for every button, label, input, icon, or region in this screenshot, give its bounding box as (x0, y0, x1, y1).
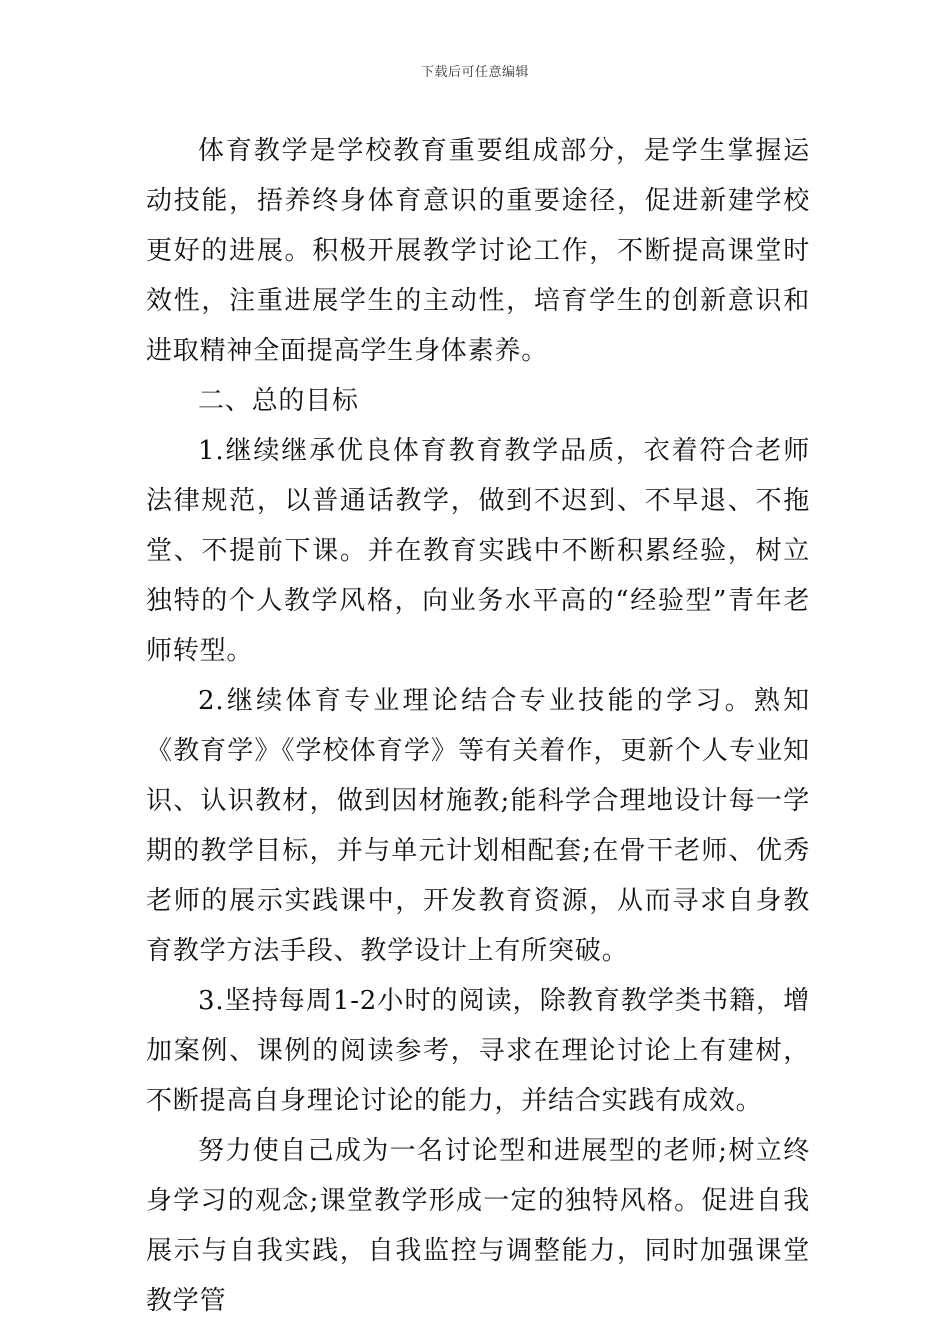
paragraph-summary: 努力使自己成为一名讨论型和进展型的老师;树立终身学习的观念;课堂教学形成一定的独特风格。促进自我展示与自我实践，自我监控与调整能力，同时加强课堂教学管 (146, 1136, 810, 1316)
paragraph-intro: 体育教学是学校教育重要组成部分，是学生掌握运动技能，捂养终身体育意识的重要途径，促进新建学校更好的进展。积极开展教学讨论工作，不断提高课堂时效性，注重进展学生的主动性，培育学生的创新意识和进取精神全面提高学生身体素养。 (146, 136, 810, 366)
paragraph-goal-2: 2.继续体育专业理论结合专业技能的学习。熟知《教育学》《学校体育学》等有关着作，更新个人专业知识、认识教材，做到因材施教;能科学合理地设计每一学期的教学目标，并与单元计划相配套;在骨干老师、优秀老师的展示实践课中，开发教育资源，从而寻求自身教育教学方法手段、教学设计上有所突破。 (146, 686, 810, 966)
document-body (146, 126, 810, 1326)
paragraph-goal-1: 1.继续继承优良体育教育教学品质，衣着符合老师法律规范，以普通话教学，做到不迟到、不早退、不拖堂、不提前下课。并在教育实践中不断积累经验，树立独特的个人教学风格，向业务水平高的“经验型”青年老师转型。 (146, 436, 810, 666)
section-heading-goals: 二、总的目标 (198, 386, 359, 416)
paragraph-goal-3: 3.坚持每周1-2小时的阅读，除教育教学类书籍，增加案例、课例的阅读参考，寻求在理论讨论上有建树，不断提高自身理论讨论的能力，并结合实践有成效。 (146, 986, 810, 1116)
page-header: 下载后可任意编辑 (420, 65, 529, 80)
